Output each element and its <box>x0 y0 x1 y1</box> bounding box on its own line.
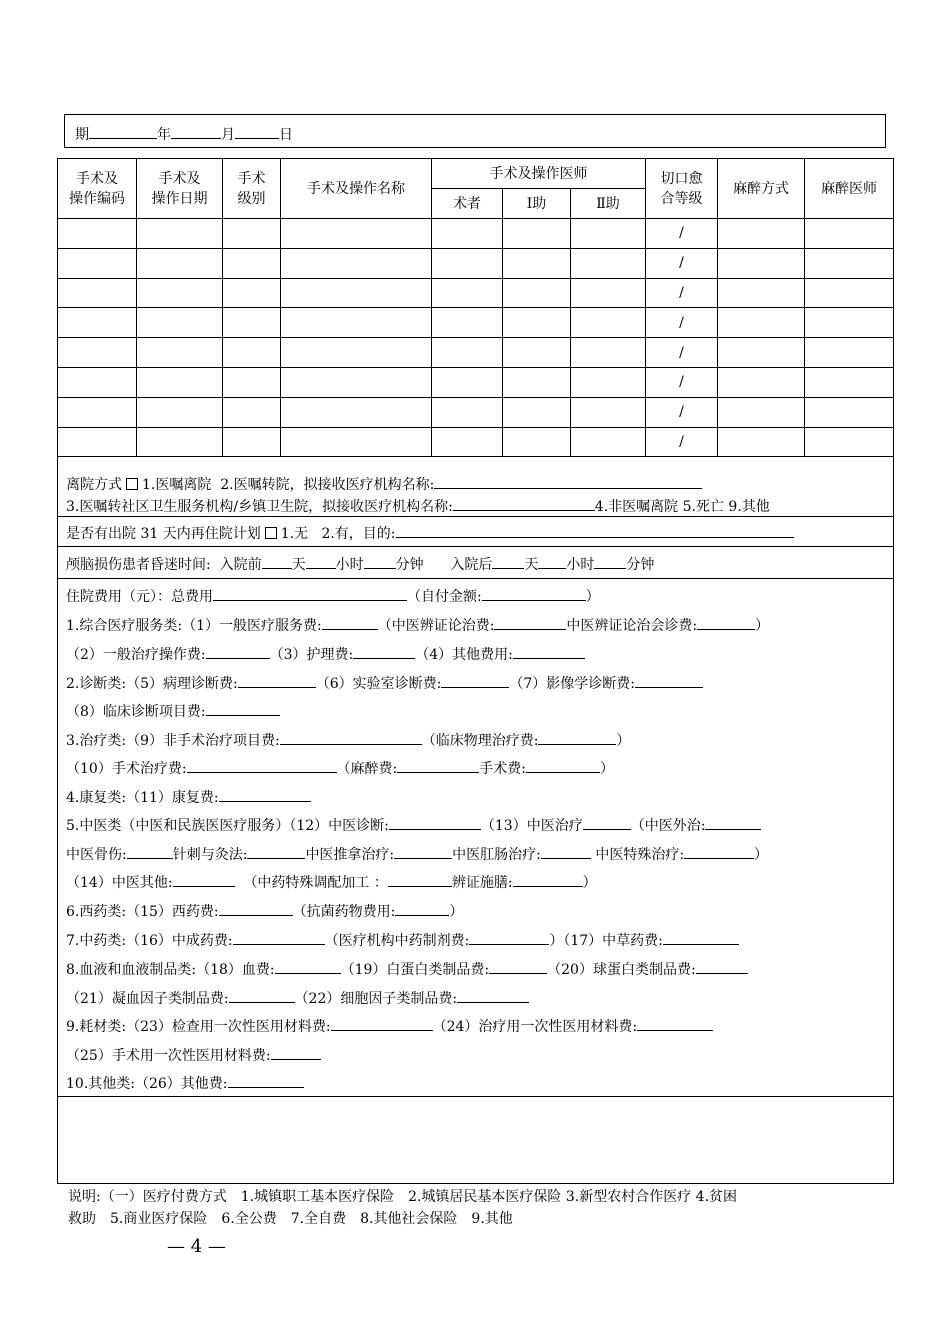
month-label: 月 <box>221 127 235 143</box>
header-surgeon: 术者 <box>432 189 503 219</box>
table-row <box>58 308 894 338</box>
date-prefix: 期 <box>75 127 89 143</box>
fee-line <box>66 844 768 865</box>
table-cell[interactable] <box>137 367 223 397</box>
incision-cell[interactable]: / <box>646 367 718 397</box>
fee-label: （13）中医治疗 <box>480 818 583 834</box>
fee-line <box>66 730 630 751</box>
table-row <box>58 427 894 457</box>
header-anesthesia-method: 麻醉方式 <box>718 159 805 219</box>
fee-field[interactable] <box>457 988 529 1003</box>
table-row <box>58 367 894 397</box>
table-cell[interactable] <box>718 367 805 397</box>
table-cell[interactable] <box>805 427 894 457</box>
table-cell[interactable] <box>137 278 223 308</box>
table-cell[interactable] <box>223 219 281 249</box>
incision-cell[interactable]: / <box>646 338 718 368</box>
table-row <box>58 248 894 278</box>
fee-line <box>66 1045 321 1066</box>
fee-field[interactable] <box>388 872 452 887</box>
notes <box>68 1186 890 1230</box>
table-cell[interactable] <box>58 308 137 338</box>
table-cell[interactable] <box>223 278 281 308</box>
fee-field[interactable] <box>394 844 452 859</box>
table-cell[interactable] <box>281 367 432 397</box>
discharge-opt-rest: 4.非医嘱离院 5.死亡 9.其他 <box>594 499 770 515</box>
table-cell[interactable] <box>718 338 805 368</box>
fee-label: ） <box>754 847 769 863</box>
table-cell[interactable] <box>718 308 805 338</box>
fee-label: （8）临床诊断项目费: <box>66 704 206 720</box>
table-cell[interactable] <box>805 219 894 249</box>
fee-line <box>66 586 600 607</box>
fee-label: （中医外治: <box>630 818 706 834</box>
total-fee-field[interactable] <box>213 586 407 601</box>
fee-label: 8.血液和血液制品类:（18）血费: <box>66 962 275 978</box>
table-cell[interactable] <box>805 338 894 368</box>
table-cell[interactable] <box>432 278 503 308</box>
table-cell[interactable] <box>432 397 503 427</box>
table-cell[interactable] <box>571 397 646 427</box>
fee-field[interactable] <box>469 930 549 945</box>
fee-field[interactable] <box>635 673 703 688</box>
fee-label: （20）球蛋白类制品费: <box>547 962 696 978</box>
fee-label: 住院费用（元）：总费用 <box>66 589 213 605</box>
incision-cell[interactable]: / <box>646 278 718 308</box>
fee-line <box>66 787 311 808</box>
transfer-community-field[interactable] <box>453 496 595 511</box>
fee-field[interactable] <box>247 844 305 859</box>
fee-label: 中医辨证论治会诊费: <box>566 618 698 634</box>
coma-after-minutes[interactable] <box>594 554 626 569</box>
fee-label: （14）中医其他: <box>66 875 173 891</box>
table-cell[interactable] <box>503 219 571 249</box>
divider <box>57 1096 894 1097</box>
coma-line <box>66 554 654 575</box>
fee-field[interactable] <box>389 815 481 830</box>
minute-unit: 分钟 <box>626 557 655 573</box>
fee-label: （19）白蛋白类制品费: <box>340 962 490 978</box>
fee-label: （中医辨证论治费: <box>377 618 495 634</box>
table-cell[interactable] <box>805 248 894 278</box>
fee-label: ） <box>616 733 631 749</box>
table-cell[interactable] <box>571 338 646 368</box>
table-cell[interactable] <box>58 397 137 427</box>
notes-line-2: 救助 5.商业医疗保险 6.全公费 7.全自费 8.其他社会保险 9.其他 <box>68 1211 513 1227</box>
day-unit: 天 <box>524 557 539 573</box>
fee-label: 中医特殊治疗: <box>595 847 685 863</box>
discharge-label: 离院方式 <box>66 477 122 493</box>
coma-after-days[interactable] <box>492 554 524 569</box>
minute-unit: 分钟 <box>395 557 424 573</box>
date-box <box>64 114 886 148</box>
fee-label: 2.诊断类:（5）病理诊断费: <box>66 676 238 692</box>
discharge-checkbox[interactable] <box>126 478 138 490</box>
table-cell[interactable] <box>58 278 137 308</box>
table-cell[interactable] <box>223 308 281 338</box>
table-cell[interactable] <box>223 427 281 457</box>
operation-table <box>57 158 894 457</box>
fee-line <box>66 815 761 836</box>
fee-field[interactable] <box>322 615 378 630</box>
hour-unit: 小时 <box>566 557 595 573</box>
fee-label: 中医推拿治疗: <box>305 847 395 863</box>
table-cell[interactable] <box>432 219 503 249</box>
coma-after-label: 入院后 <box>450 557 493 573</box>
table-cell[interactable] <box>137 308 223 338</box>
fee-line <box>66 644 585 665</box>
table-cell[interactable] <box>718 397 805 427</box>
fee-label: （3）护理费: <box>269 647 354 663</box>
table-cell[interactable] <box>137 248 223 278</box>
fee-label: （21）凝血因子类制品费: <box>66 991 229 1007</box>
incision-cell[interactable]: / <box>646 308 718 338</box>
year-field[interactable] <box>89 124 157 139</box>
table-cell[interactable] <box>571 219 646 249</box>
fee-label: 10.其他类:（26）其他费: <box>66 1076 228 1092</box>
fee-field[interactable] <box>513 872 583 887</box>
fee-label: 中医肛肠治疗: <box>452 847 541 863</box>
header-op-name: 手术及操作名称 <box>281 159 432 219</box>
table-cell[interactable] <box>281 219 432 249</box>
fee-label: ） <box>755 618 770 634</box>
table-cell[interactable] <box>58 427 137 457</box>
table-cell[interactable] <box>137 427 223 457</box>
table-row <box>58 397 894 427</box>
fee-field[interactable] <box>397 758 479 773</box>
fee-line <box>66 1016 713 1037</box>
notes-line-1: 说明:（一）医疗付费方式 1.城镇职工基本医疗保险 2.城镇居民基本医疗保险 3.新型农村合作医疗 4.贫困 <box>68 1189 738 1205</box>
hour-unit: 小时 <box>335 557 364 573</box>
fee-field[interactable] <box>583 815 631 830</box>
fee-field[interactable] <box>331 1016 433 1031</box>
incision-cell[interactable]: / <box>646 248 718 278</box>
date-row <box>75 124 293 144</box>
table-cell[interactable] <box>281 397 432 427</box>
divider <box>57 546 894 547</box>
fee-field[interactable] <box>513 644 585 659</box>
table-cell[interactable] <box>718 427 805 457</box>
page-number: — 4 — <box>167 1236 226 1257</box>
fee-label: （24）治疗用一次性医用材料费: <box>432 1019 638 1035</box>
fee-label: （医疗机构中药制剂费: <box>324 933 470 949</box>
fee-label: （临床物理治疗费: <box>421 733 539 749</box>
table-cell[interactable] <box>432 427 503 457</box>
fee-label: 中医骨伤: <box>66 847 127 863</box>
coma-before-minutes[interactable] <box>364 554 396 569</box>
readmit-checkbox[interactable] <box>265 527 277 539</box>
transfer-hospital-field[interactable] <box>434 474 702 489</box>
readmit-line <box>66 523 794 544</box>
fee-line <box>66 1073 304 1094</box>
table-cell[interactable] <box>432 308 503 338</box>
fee-field[interactable] <box>271 1045 321 1060</box>
header-op-date: 手术及 操作日期 <box>137 159 223 219</box>
fee-label: ）（17）中草药费: <box>549 933 663 949</box>
fee-label: 4.康复类:（11）康复费: <box>66 790 219 806</box>
fee-field[interactable] <box>229 988 295 1003</box>
table-cell[interactable] <box>571 427 646 457</box>
divider <box>57 578 894 579</box>
fee-field[interactable] <box>637 1016 713 1031</box>
self-pay-field[interactable] <box>482 586 586 601</box>
coma-label: 颅脑损伤患者昏迷时间: <box>66 557 211 573</box>
fee-label: 手术费: <box>479 761 526 777</box>
table-cell[interactable] <box>503 338 571 368</box>
fee-field[interactable] <box>238 673 316 688</box>
fee-field[interactable] <box>494 615 566 630</box>
fee-line <box>66 673 703 694</box>
table-cell[interactable] <box>58 219 137 249</box>
table-cell[interactable] <box>571 367 646 397</box>
fee-label: ） <box>599 761 614 777</box>
fee-field[interactable] <box>395 901 449 916</box>
fee-label: 6.西药类:（15）西药费: <box>66 904 219 920</box>
fee-label: 9.耗材类:（23）检查用一次性医用材料费: <box>66 1019 331 1035</box>
fee-label: （2）一般治疗操作费: <box>66 647 206 663</box>
fee-field[interactable] <box>696 959 748 974</box>
coma-before-label: 入院前 <box>219 557 262 573</box>
discharge-opt1: 1.医嘱离院 <box>142 477 212 493</box>
coma-before-hours[interactable] <box>306 554 336 569</box>
fee-field[interactable] <box>219 901 293 916</box>
fee-field[interactable] <box>538 730 616 745</box>
fee-label: 5.中医类（中医和民族医医疗服务）（12）中医诊断: <box>66 818 389 834</box>
fee-line <box>66 758 614 779</box>
fee-field[interactable] <box>173 872 235 887</box>
fee-line <box>66 701 280 722</box>
table-cell[interactable] <box>805 397 894 427</box>
fee-label: 1.综合医疗服务类:（1）一般医疗服务费: <box>66 618 322 634</box>
fee-field[interactable] <box>489 959 547 974</box>
incision-cell[interactable]: / <box>646 219 718 249</box>
header-assistant-1: Ⅰ助 <box>503 189 571 219</box>
fee-label: （22）细胞因子类制品费: <box>294 991 458 1007</box>
table-cell[interactable] <box>137 219 223 249</box>
fee-field[interactable] <box>228 1073 304 1088</box>
incision-cell[interactable]: / <box>646 427 718 457</box>
table-cell[interactable] <box>432 248 503 278</box>
table-cell[interactable] <box>281 308 432 338</box>
fee-line <box>66 930 739 951</box>
discharge-opt3: 3.医嘱转社区卫生服务机构/乡镇卫生院，拟接收医疗机构名称: <box>66 499 453 515</box>
day-label: 日 <box>279 127 293 143</box>
fee-label: （4）其他费用: <box>415 647 513 663</box>
fee-line <box>66 872 597 893</box>
fee-field[interactable] <box>187 758 337 773</box>
fee-line <box>66 901 463 922</box>
day-field[interactable] <box>235 124 279 139</box>
discharge-line-1 <box>66 474 702 495</box>
fee-field[interactable] <box>275 959 341 974</box>
discharge-opt2: 2.医嘱转院，拟接收医疗机构名称: <box>220 477 435 493</box>
fee-label: （7）影像学诊断费: <box>509 676 635 692</box>
fee-label: ） <box>449 904 464 920</box>
table-cell[interactable] <box>58 367 137 397</box>
table-cell[interactable] <box>432 367 503 397</box>
fee-label: （自付金额: <box>407 589 482 605</box>
table-cell[interactable] <box>503 397 571 427</box>
fee-field[interactable] <box>219 787 311 802</box>
table-cell[interactable] <box>718 278 805 308</box>
table-cell[interactable] <box>805 278 894 308</box>
fee-field[interactable] <box>441 673 509 688</box>
table-cell[interactable] <box>432 338 503 368</box>
table-cell[interactable] <box>503 308 571 338</box>
header-anesthesiologist: 麻醉医师 <box>805 159 894 219</box>
readmit-opt2: 2.有，目的: <box>321 526 396 542</box>
fee-line <box>66 959 748 980</box>
table-cell[interactable] <box>571 248 646 278</box>
fee-label: （25）手术用一次性医用材料费: <box>66 1048 271 1064</box>
readmit-purpose-field[interactable] <box>396 523 794 538</box>
fee-label: 针刺与灸法: <box>172 847 248 863</box>
year-label: 年 <box>157 127 171 143</box>
table-cell[interactable] <box>223 248 281 278</box>
table-row <box>58 338 894 368</box>
fee-field[interactable] <box>526 758 600 773</box>
table-cell[interactable] <box>503 248 571 278</box>
table-cell[interactable] <box>223 397 281 427</box>
table-cell[interactable] <box>281 278 432 308</box>
coma-before-days[interactable] <box>262 554 292 569</box>
fee-field[interactable] <box>697 615 755 630</box>
header-op-code: 手术及 操作编码 <box>58 159 137 219</box>
fee-label: 3.治疗类:（9）非手术治疗项目费: <box>66 733 280 749</box>
table-cell[interactable] <box>503 367 571 397</box>
table-cell[interactable] <box>223 367 281 397</box>
readmit-label: 是否有出院 31 天内再住院计划 <box>66 526 261 542</box>
table-cell[interactable] <box>718 248 805 278</box>
table-cell[interactable] <box>281 248 432 278</box>
table-cell[interactable] <box>281 427 432 457</box>
month-field[interactable] <box>171 124 221 139</box>
table-cell[interactable] <box>503 427 571 457</box>
fee-label: （麻醉费: <box>336 761 398 777</box>
fee-label: ） <box>585 589 600 605</box>
header-assistant-2: Ⅱ助 <box>571 189 646 219</box>
table-cell[interactable] <box>281 338 432 368</box>
fee-label: （6）实验室诊断费: <box>315 676 442 692</box>
table-cell[interactable] <box>58 248 137 278</box>
table-cell[interactable] <box>137 397 223 427</box>
fee-field[interactable] <box>663 930 739 945</box>
incision-cell[interactable]: / <box>646 397 718 427</box>
fee-field[interactable] <box>353 644 415 659</box>
fee-label: （中药特殊调配加工 ： <box>243 875 388 891</box>
fee-label: 7.中药类:（16）中成药费: <box>66 933 233 949</box>
table-cell[interactable] <box>805 367 894 397</box>
header-op-level: 手术 级别 <box>223 159 281 219</box>
day-unit: 天 <box>291 557 306 573</box>
fee-field[interactable] <box>705 815 761 830</box>
fee-field[interactable] <box>206 644 270 659</box>
fee-field[interactable] <box>206 701 280 716</box>
table-cell[interactable] <box>718 219 805 249</box>
fee-label: ） <box>582 875 597 891</box>
fee-label: （10）手术治疗费: <box>66 761 187 777</box>
readmit-opt1: 1.无 <box>280 526 309 542</box>
fee-label: 辨证施膳: <box>451 875 513 891</box>
table-cell[interactable] <box>223 338 281 368</box>
table-cell[interactable] <box>571 308 646 338</box>
fee-field[interactable] <box>233 930 325 945</box>
header-incision: 切口愈 合等级 <box>646 159 718 219</box>
table-cell[interactable] <box>571 278 646 308</box>
fee-label: （抗菌药物费用: <box>292 904 396 920</box>
fee-field[interactable] <box>127 844 173 859</box>
coma-after-hours[interactable] <box>538 554 566 569</box>
table-cell[interactable] <box>58 338 137 368</box>
table-cell[interactable] <box>503 278 571 308</box>
table-row <box>58 219 894 249</box>
fee-line <box>66 615 769 636</box>
fee-field[interactable] <box>684 844 754 859</box>
table-cell[interactable] <box>805 308 894 338</box>
fee-line <box>66 988 529 1009</box>
discharge-line-2 <box>66 496 770 517</box>
table-cell[interactable] <box>137 338 223 368</box>
table-row <box>58 278 894 308</box>
header-surgeons: 手术及操作医师 <box>432 159 646 189</box>
fee-field[interactable] <box>541 844 591 859</box>
fee-field[interactable] <box>280 730 422 745</box>
